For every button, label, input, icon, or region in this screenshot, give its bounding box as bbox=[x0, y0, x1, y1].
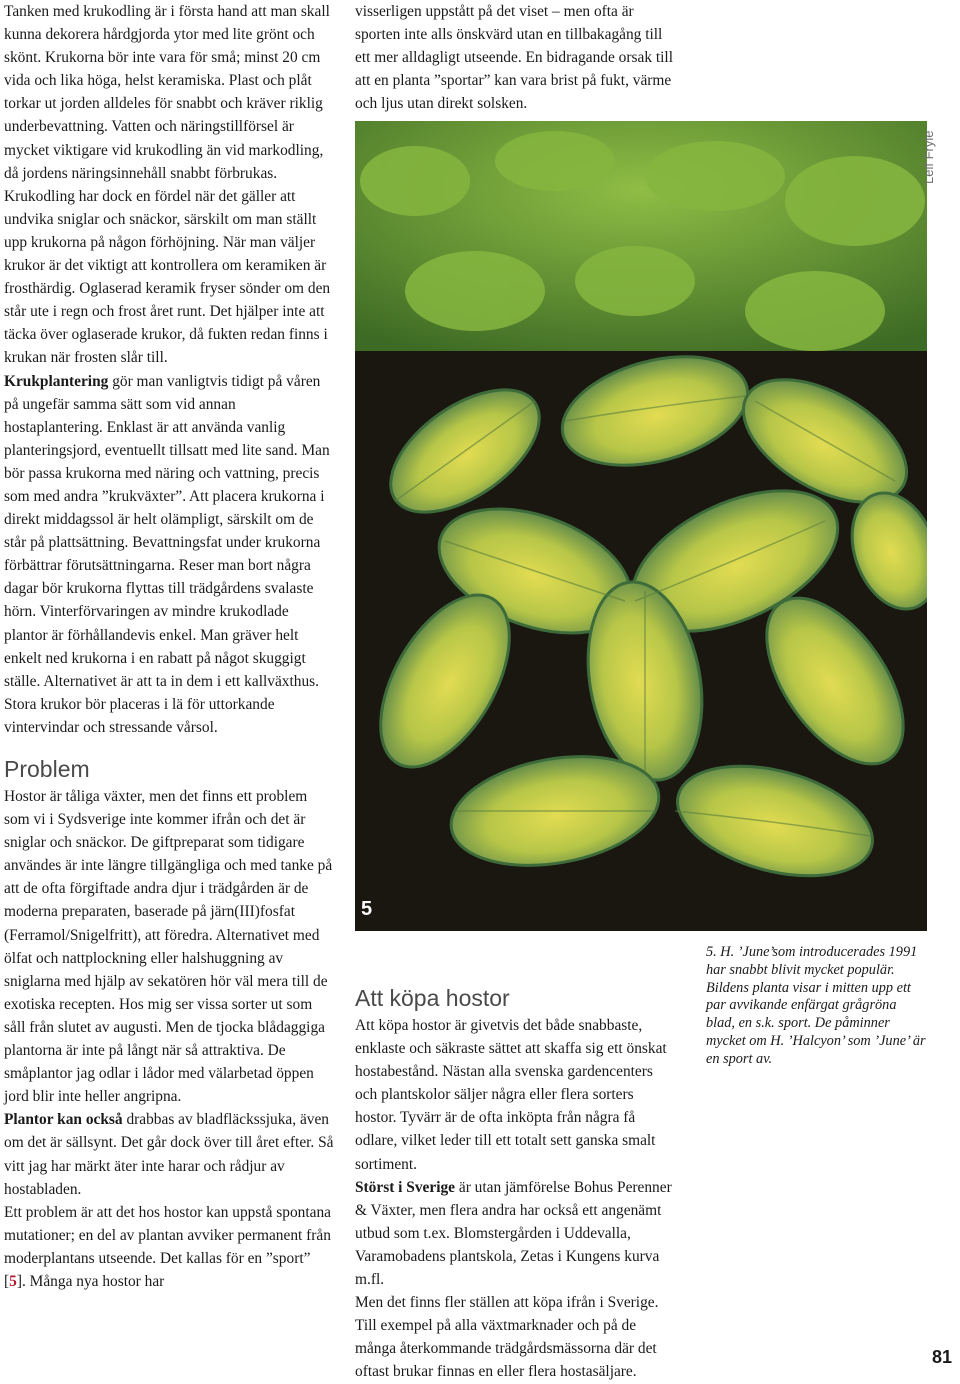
problem-heading: Problem bbox=[4, 756, 90, 782]
middle-bottom-column bbox=[355, 984, 677, 1384]
storst-lead: Störst i Sverige bbox=[355, 1178, 456, 1196]
photo-number: 5 bbox=[361, 898, 373, 920]
hosta-photo bbox=[355, 121, 927, 931]
buy-paragraph-3: Men det finns fler ställen att köpa ifrån i Sverige. Till exempel på alla växtmarknader och på de många återkommande trädgårdsmässorna där det oftast brukar finnas en eller flera hostasäljare. bbox=[355, 1294, 659, 1381]
page-number: 81 bbox=[931, 1347, 952, 1367]
krukplantering-lead: Krukplantering bbox=[4, 372, 109, 390]
photo-caption: 5. H. ’June’som introducerades 1991 har snabbt blivit mycket populär. Bildens planta visar i mitten upp ett par avvikande enfärgat grågröna blad, en s.k. sport. De påminner mycket om H. ’Halcyon’ som ’June’ är en sport av. bbox=[706, 944, 926, 1067]
mutation-text-after: ]. Många nya hostor har bbox=[16, 1272, 165, 1290]
storst-paragraph bbox=[355, 1176, 677, 1291]
buy-hostor-heading: Att köpa hostor bbox=[355, 985, 510, 1011]
buy-paragraph-1: Att köpa hostor är givetvis det både snabbaste, enklaste och säkraste sättet att skaffa sig ett önskat hostabestånd. Nästan alla svenska gardencenters och plantskolor säljer några eller flera sorters hostor. Tyvärr är de ofta inköpta från några få odlare, vilket leder till ett totalt sett ganska smalt sortiment. bbox=[355, 1017, 667, 1173]
mutation-paragraph bbox=[4, 1201, 334, 1293]
middle-top-column bbox=[355, 0, 677, 115]
krukplantering-paragraph bbox=[4, 370, 334, 740]
left-column bbox=[4, 0, 334, 1293]
mutation-text-before: Ett problem är att det hos hostor kan uppstå spontana mutationer; en del av plantan avviker permanent från moderplantans utseende. Det kallas för en ”sport” [ bbox=[4, 1203, 331, 1290]
plantor-text: drabbas av bladfläckssjuka, även om det är sällsynt. Det går dock över till året efter. Så vitt jag har märkt äter inte harar och rådjur av hostabladen. bbox=[4, 1111, 334, 1198]
problem-paragraph: Hostor är tåliga växter, men det finns ett problem som vi i Sydsverige inte kommer ifrån och det är sniglar och snäckor. De giftpreparat som tidigare användes är inte längre tillgängliga och med tanke på att de ofta förgiftade andra djur i trädgården är de moderna preparaten, baserade på järn(III)fosfat (Ferramol/Snigelfritt), att föredra. Alternativet med ölfat och nattplockning eller halshuggning av sniglarna med hjälp av sekatören hör väl mera till de exotiska recepten. Hos mig ser vissa sorter ut som såll från slutet av augusti. Men de tjocka blådaggiga plantorna är inte på långt när så attraktiva. De småplantor jag odlar i lådor med välarbetad öppen jord blir inte heller angripna. bbox=[4, 788, 333, 1106]
figure-reference[interactable]: 5 bbox=[9, 1272, 17, 1290]
krukplantering-text: gör man vanligtvis tidigt på våren på ungefär samma sätt som vid annan hostaplantering. Enklast är att använda vanlig planteringsjord, eventuellt tillsatt med lite sand. Man bör passa krukorna med näring och vattning, precis som med andra ”krukväxter”. Att placera krukorna i direkt middagssol är helt olämpligt, särskilt om de står på plattsättning. Bevattningsfat under krukorna förbättrar förutsättningarna. Reser man bort några dagar bör krukorna flyttas till trädgårdens svalaste hörn. Vinterförvaringen av mindre krukodlade plantor är förhållandevis enkel. Man gräver helt enkelt ned krukorna i en rabatt på något skuggigt ställe. Alternativet är att ta in dem i ett kallväxthus. Stora krukor bör placeras i lä för uttorkande vintervindar och stressande vårsol. bbox=[4, 372, 330, 736]
hosta-illustration bbox=[355, 121, 927, 931]
storst-text: är utan jämförelse Bohus Perenner & Växter, men flera andra har också ett angenämt utbud som t.ex. Blomstergården i Uddevalla, Varamobadens plantskola, Zetas i Kungens kurva m.fl. bbox=[355, 1178, 672, 1289]
plantor-lead: Plantor kan också bbox=[4, 1111, 123, 1129]
photo-credit: Leif Fryle bbox=[921, 130, 936, 184]
plantor-paragraph bbox=[4, 1108, 334, 1200]
intro-paragraph: Tanken med krukodling är i första hand att man skall kunna dekorera hårdgjorda ytor med lite grönt och skönt. Krukorna bör inte vara för små; minst 20 cm vida och lika höga, helst keramiska. Plast och plåt torkar ut jorden alldeles för snabbt och kräver riklig underbevattning. Vatten och näringstillförsel är mycket viktigare vid krukodling än vid markodling, då jordens näringsinnehåll snabbt förbrukas. Krukodling har dock en fördel när det gäller att undvika sniglar och snäckor, särskilt om man ställt upp krukorna på någon förhöjning. När man väljer krukor är det viktigt att kontrollera om keramiken är frosthärdig. Oglaserad keramik fryser sönder om den står ute i regn och frost året runt. Det hjälper inte att täcka över oglaserade krukor, då fukten redan finns i krukan när frosten slår till. bbox=[4, 3, 331, 367]
middle-top-paragraph: visserligen uppstått på det viset – men ofta är sporten inte alls önskvärd utan en tillbakagång till ett mer alldagligt utseende. En bidragande orsak till att en planta ”sportar” kan vara brist på fukt, värme och ljus utan direkt solsken. bbox=[355, 3, 673, 113]
